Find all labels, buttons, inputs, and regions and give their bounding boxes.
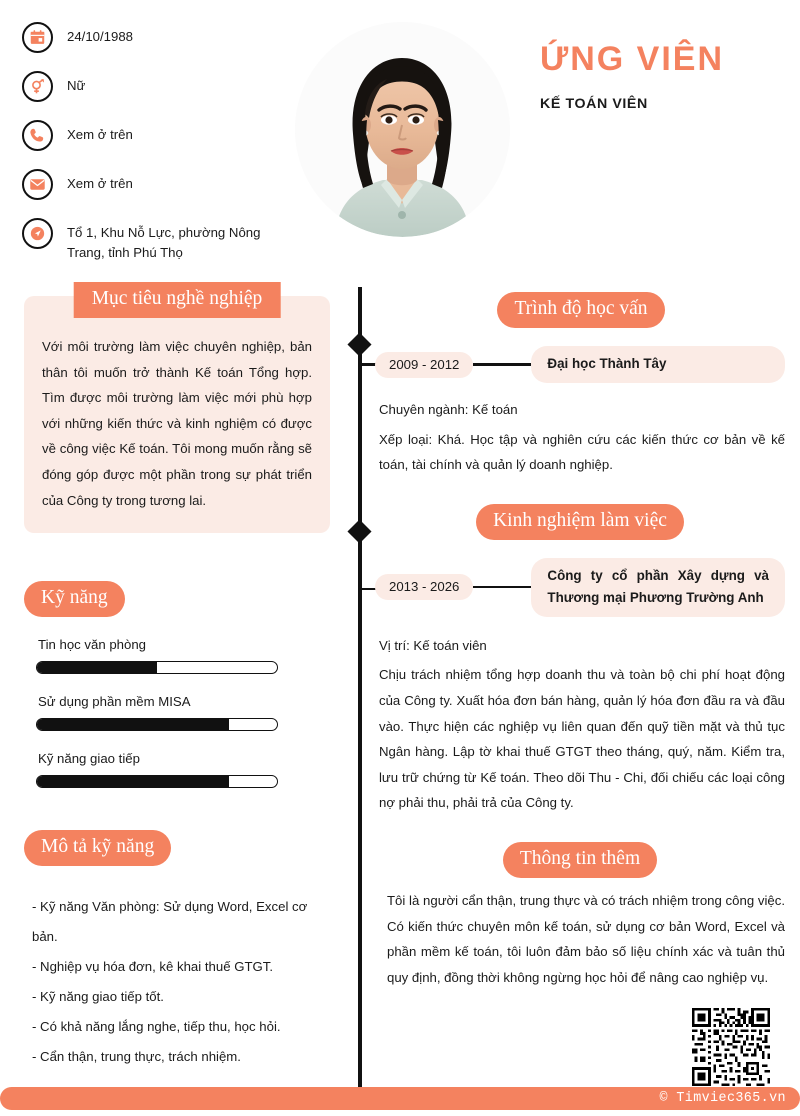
- contact-value-email: Xem ở trên: [67, 176, 133, 191]
- objective-text: Với môi trường làm việc chuyên nghiệp, bản thân tôi muốn trở thành Kế toán Tổng hợp. Tìm được môi trường làm việc mới phù hợp với những kiến thức và kinh nghiệm có được về công việc Kế toán. Tôi mong muốn rằng sẽ đóng góp được một phần trong sự phát triển của Công ty trong tương lai.: [42, 339, 312, 508]
- education-detail: Xếp loại: Khá. Học tập và nghiên cứu các kiến thức cơ bản về kế toán, tài chính và quản lý doanh nghiệp.: [379, 431, 785, 473]
- right-column: [375, 292, 785, 990]
- education-major: Chuyên ngành: Kế toán: [379, 402, 518, 417]
- location-pin-icon: [22, 218, 53, 249]
- timeline-connector: [473, 586, 537, 588]
- list-item: - Có khả năng lắng nghe, tiếp thu, học hỏi.: [32, 1019, 281, 1035]
- skill-bar-fill: [37, 662, 157, 673]
- skill-item: [24, 751, 330, 788]
- education-entry: [375, 346, 785, 383]
- education-section: [375, 292, 785, 478]
- education-heading-wrap: [377, 292, 785, 328]
- education-entry-row: [375, 346, 785, 383]
- education-period: 2009 - 2012: [375, 352, 473, 378]
- skill-item: [24, 694, 330, 731]
- experience-heading: Kinh nghiệm làm việc: [476, 504, 684, 540]
- contact-row-birthdate: [22, 22, 322, 53]
- more-info-text: Tôi là người cẩn thận, trung thực và có trách nhiệm trong công việc. Có kiến thức chuyên môn kế toán, sử dụng cơ bản Word, Excel và phần mềm kế toán, tôi luôn đảm bảo số liệu chính xác và tuân thủ quy định, đồng thời không ngừng học hỏi để nâng cao nghiệp vụ.: [387, 892, 785, 985]
- avatar: [295, 22, 510, 237]
- skill-item: [24, 637, 330, 674]
- calendar-icon: [22, 22, 53, 53]
- experience-period: 2013 - 2026: [375, 574, 473, 600]
- contact-value-birthdate: 24/10/1988: [67, 29, 134, 44]
- skill-bar: [36, 718, 278, 731]
- list-item: - Cẩn thận, trung thực, trách nhiệm.: [32, 1049, 241, 1065]
- list-item: - Kỹ năng Văn phòng: Sử dụng Word, Excel cơ bản.: [32, 899, 308, 945]
- left-column: [24, 288, 330, 1072]
- cv-header: [0, 0, 800, 275]
- education-heading: Trình độ học vấn: [497, 292, 664, 328]
- list-item: - Nghiệp vụ hóa đơn, kê khai thuế GTGT.: [32, 959, 274, 975]
- gender-icon: [22, 71, 53, 102]
- more-info-heading: Thông tin thêm: [503, 842, 657, 878]
- contact-value-gender: Nữ: [67, 78, 86, 93]
- contact-row-gender: [22, 71, 322, 102]
- experience-detail: Chịu trách nhiệm tổng hợp doanh thu và toàn bộ chi phí hoạt động của Công ty. Xuất hóa đơn bán hàng, quản lý hóa đơn đầu ra và đầu vào. Thực hiện các nghiệp vụ liên quan đến quỹ tiền mặt và thủ tục Ngân hàng. Lập tờ khai thuế GTGT theo tháng, quý, năm. Kiểm tra, lưu trữ chứng từ Kế toán. Theo dõi Thu - Chi, đối chiếu các loại công nợ phải thu, phải trả của Công ty.: [379, 667, 785, 811]
- contact-row-address: [22, 218, 322, 263]
- skill-label: Sử dụng phần mềm MISA: [38, 694, 191, 710]
- more-info-heading-wrap: [375, 842, 785, 878]
- page-title: ỨNG VIÊN: [540, 40, 725, 78]
- skill-description-section: [24, 830, 330, 1072]
- contact-list: [22, 22, 322, 281]
- avatar-portrait: [295, 22, 510, 237]
- job-title: KẾ TOÁN VIÊN: [540, 96, 648, 112]
- education-school: Đại học Thành Tây: [531, 346, 785, 383]
- contact-row-email: [22, 169, 322, 200]
- phone-icon: [22, 120, 53, 151]
- experience-position: Vị trí: Kế toán viên: [379, 637, 487, 653]
- timeline-spine: [358, 287, 362, 1087]
- list-item: - Kỹ năng giao tiếp tốt.: [32, 989, 164, 1005]
- experience-company: Công ty cổ phần Xây dựng và Thương mại Phương Trường Anh: [531, 558, 785, 617]
- skill-label: Kỹ năng giao tiếp: [38, 751, 140, 767]
- watermark: © Timviec365.vn: [659, 1091, 786, 1106]
- timeline-connector: [473, 363, 537, 365]
- skill-bar: [36, 661, 278, 674]
- skills-heading: Kỹ năng: [24, 581, 125, 617]
- skill-description-heading: Mô tả kỹ năng: [24, 830, 171, 866]
- experience-entry: [375, 558, 785, 617]
- email-icon: [22, 169, 53, 200]
- skill-bar-fill: [37, 719, 229, 730]
- more-info-section: [375, 842, 785, 990]
- experience-section: [375, 504, 785, 816]
- skill-bar: [36, 775, 278, 788]
- contact-value-address: Tổ 1, Khu Nỗ Lực, phường Nông Trang, tỉnh Phú Thọ: [67, 225, 261, 260]
- qr-code-graphic: [692, 1008, 770, 1086]
- contact-value-phone: Xem ở trên: [67, 127, 133, 142]
- skills-section: [24, 581, 330, 788]
- objective-section: [24, 288, 330, 533]
- skill-bar-fill: [37, 776, 229, 787]
- qr-code-icon: [692, 1008, 770, 1086]
- contact-row-phone: [22, 120, 322, 151]
- experience-entry-row: [375, 558, 785, 617]
- experience-heading-wrap: [375, 504, 785, 540]
- objective-heading: Mục tiêu nghề nghiệp: [74, 282, 281, 318]
- timeline-marker-education: [347, 332, 371, 356]
- name-block: [540, 38, 724, 112]
- timeline-marker-experience: [347, 519, 371, 543]
- skill-description-lines: [24, 892, 330, 1072]
- skill-label: Tin học văn phòng: [38, 637, 147, 653]
